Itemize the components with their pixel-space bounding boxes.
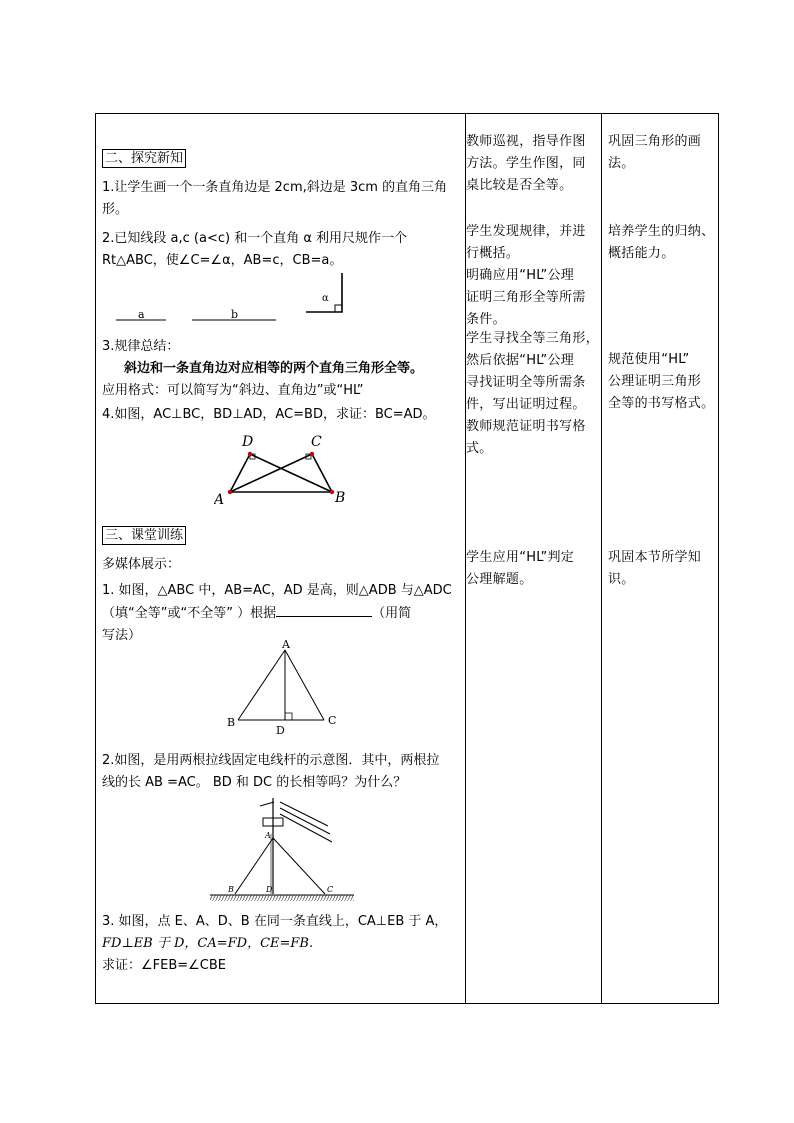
design-intent-1 [608,131,718,175]
text-line: 法。 [608,156,635,171]
design-intent-3 [608,349,718,415]
teacher-activity-1 [466,131,600,197]
label-c: C [311,434,322,450]
wire [280,808,330,834]
side-ab [238,650,285,720]
label-b: B [228,885,234,894]
text-line: 条件。 [466,312,506,327]
segment-a-label: a [138,308,145,321]
section-3-title [102,526,186,545]
line-ac [230,454,312,492]
column-divider [601,114,602,1003]
label-a: A [214,492,225,506]
segments-figure [102,266,402,326]
label-d: D [242,434,254,450]
text-line: 教师巡视，指导作图 [466,134,586,149]
question-1 [102,580,464,647]
question-1-line: 写法） [102,628,142,643]
label-a: A [282,638,290,651]
lesson-table [95,113,719,1004]
alpha-label: α [322,293,329,304]
figure-2-pole [210,798,356,902]
text-line: 教师规范证明书写格 [466,419,586,434]
exercise-4: 4.如图，AC⊥BC，BD⊥AD，AC=BD，求证：BC=AD。 [102,407,436,422]
media-note: 多媒体展示： [102,557,181,572]
right-angle-mark [335,305,342,312]
label-a: A [265,831,271,840]
question-1-line [102,602,464,625]
label-b: B [227,716,236,729]
summary-title: 3.规律总结： [102,339,180,354]
question-3 [102,911,464,977]
guy-wire-ac [273,838,325,894]
text-line: 公理证明三角形 [608,374,702,389]
point-d [248,452,252,456]
wire [260,802,274,806]
text-line: 证明三角形全等所需 [466,290,586,305]
question-3-line: 求证：∠FEB=∠CBE [102,958,227,973]
text-line: 行概括。 [466,246,520,261]
point-b [330,490,334,494]
text-line: 然后依据“HL”公理 [466,353,575,368]
exercise-2: 2.已知线段 a,c (a<c) 和一个直角 α 利用尺规作一个 Rt△ABC，使∠C=∠α，AB=c，CB=a。 [102,231,408,268]
text-line: 寻找证明全等所需条 [466,375,586,390]
ground [210,895,354,901]
question-1-text: （用简 [372,606,412,621]
text-line: 培养学生的归纳、 [608,224,715,239]
point-c [310,452,314,456]
wire [280,814,332,842]
text-line: 规范使用“HL” [608,352,690,367]
label-d: D [276,724,285,737]
label-d: D [266,885,273,894]
text-line: 件，写出证明过程。 [466,397,586,412]
text-line: 学生发现规律，并进 [466,224,586,239]
text-line: 巩固本节所学知 [608,550,702,565]
text-line: 学生寻找全等三角形， [466,331,600,346]
question-3-line: FD⊥EB 于 D，CA=FD，CE=FB. [102,936,314,951]
text-line: 桌比较是否全等。 [466,178,573,193]
question-2-line: 2.如图，是用两根拉线固定电线杆的示意图．其中，两根拉 [102,753,440,768]
figure-4 [214,430,354,506]
wire [280,802,328,826]
line-db [250,454,332,492]
side-ac [285,650,324,720]
hl-theorem: 斜边和一条直角边对应相等的两个直角三角形全等。 [124,361,424,376]
design-intent-2 [608,221,718,265]
text-line: 公理解题。 [466,572,533,587]
text-line: 方法。学生作图，同 [466,156,586,171]
text-line: 学生应用“HL”判定 [466,550,575,565]
section-label: 二、探究新知 [102,149,186,168]
question-1-line: 1. 如图，△ABC 中，AB=AC，AD 是高，则△ADB 与△ADC [102,583,452,598]
hl-format: 应用格式：可以简写为“斜边、直角边”或“HL” [102,383,364,398]
question-1-text: （填“全等”或“不全等” ）根据 [102,606,277,621]
right-angle-mark [285,713,292,720]
text-line: 识。 [608,572,635,587]
design-intent-4 [608,547,718,591]
label-b: B [335,490,346,506]
text-line: 式。 [466,441,493,456]
teacher-activity-2 [466,221,600,331]
question-3-line: 3. 如图，点 E、A、D、B 在同一条直线上，CA⊥EB 于 A， [102,914,448,929]
segment-b-label: b [231,308,239,321]
exercise-1: 1.让学生画一个一条直角边是 2cm,斜边是 3cm 的直角三角形。 [102,180,448,217]
question-2 [102,750,464,794]
figure-1 [224,638,336,738]
text-line: 明确应用“HL”公理 [466,268,575,283]
teacher-activity-4 [466,547,600,591]
line-ad [230,454,250,492]
text-line: 巩固三角形的画 [608,134,702,149]
summary-block [102,336,462,402]
label-c: C [328,714,336,727]
line-cb [312,454,332,492]
point-a [228,490,232,494]
answer-blank[interactable] [276,602,372,617]
question-2-line: 线的长 AB =AC。 BD 和 DC 的长相等吗？为什么？ [102,775,407,790]
section-label: 三、课堂训练 [102,526,186,545]
text-line: 概括能力。 [608,246,675,261]
text-line: 全等的书写格式。 [608,396,715,411]
label-c: C [327,885,334,894]
section-2-title [102,149,186,168]
teacher-activity-3 [466,328,600,460]
